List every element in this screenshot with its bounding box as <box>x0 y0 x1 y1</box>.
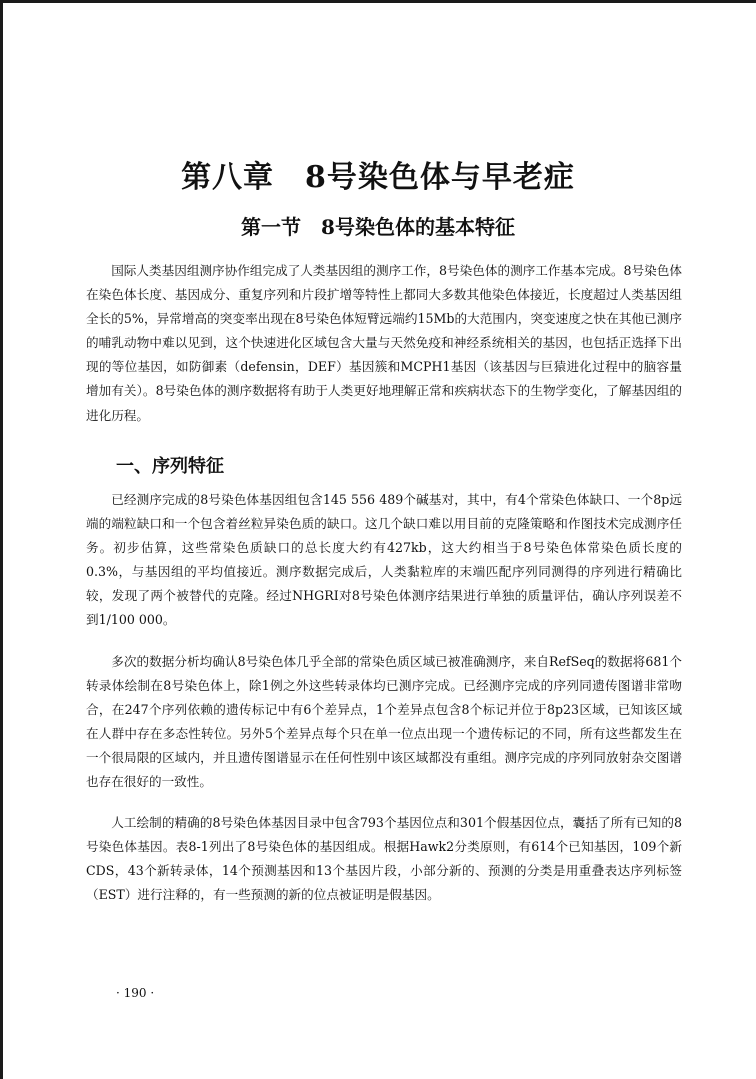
sequence-paragraph-2: 多次的数据分析均确认8号染色体几乎全部的常染色质区域已被准确测序，来自RefSeq的数据将681个转录体绘制在8号染色体上，除1例之外这些转录体均已测序完成。已经测序完成的序列同遗传图谱非常吻合，在247个序列依赖的遗传标记中有6个差异点，1个差异点包含8个标记并位于8p23区域，已知该区域在人群中存在多态性转位。另外5个差异点每个只在单一位点出现一个遗传标记的不同，所有这些都发生在一个很局限的区域内，并且遗传图谱显示在任何性别中该区域都没有重组。测序完成的序列同放射杂交图谱也存在很好的一致性。 <box>86 654 682 790</box>
sequence-paragraph-1: 已经测序完成的8号染色体基因组包含145 556 489个碱基对，其中，有4个常染色体缺口、一个8p远端的端粒缺口和一个包含着丝粒异染色质的缺口。这几个缺口难以用目前的克隆策略和作图技术完成测序任务。初步估算，这些常染色质缺口的总长度大约有427kb，这大约相当于8号染色体常染色质长度的0.3%，与基因组的平均值接近。测序数据完成后，人类黏粒库的末端匹配序列同测得的序列进行精确比较，发现了两个被替代的克隆。经过NHGRI对8号染色体测序结果进行单独的质量评估，确认序列误差不到1/100 000。 <box>86 492 682 628</box>
sequence-features-heading: 一、序列特征 <box>116 456 224 477</box>
page-number: · 190 · <box>116 986 155 1000</box>
section-title: 第一节 8号染色体的基本特征 <box>241 215 515 239</box>
sequence-paragraph-3: 人工绘制的精确的8号染色体基因目录中包含793个基因位点和301个假基因位点，囊括了所有已知的8号染色体基因。表8-1列出了8号染色体的基因组成。根据Hawk2分类原则，有614个已知基因，109个新CDS，43个新转录体，14个预测基因和13个基因片段，小部分新的、预测的分类是用重叠表达序列标签（EST）进行注释的，有一些预测的新的位点被证明是假基因。 <box>86 815 682 903</box>
scan-top-edge <box>0 0 756 3</box>
intro-paragraph: 国际人类基因组测序协作组完成了人类基因组的测序工作，8号染色体的测序工作基本完成。8号染色体在染色体长度、基因成分、重复序列和片段扩增等特性上都同大多数其他染色体接近，长度超过人类基因组全长的5%，异常增高的突变率出现在8号染色体短臂远端约15Mb的大范围内，突变速度之快在其他已测序的哺乳动物中难以见到，这个快速进化区域包含大量与天然免疫和神经系统相关的基因，也包括正选择下出现的等位基因，如防御素（defensin，DEF）基因簇和MCPH1基因（该基因与巨猿进化过程中的脑容量增加有关）。8号染色体的测序数据将有助于人类更好地理解正常和疾病状态下的生物学变化，了解基因组的进化历程。 <box>86 263 682 423</box>
chapter-title: 第八章 8号染色体与早老症 <box>181 160 575 195</box>
